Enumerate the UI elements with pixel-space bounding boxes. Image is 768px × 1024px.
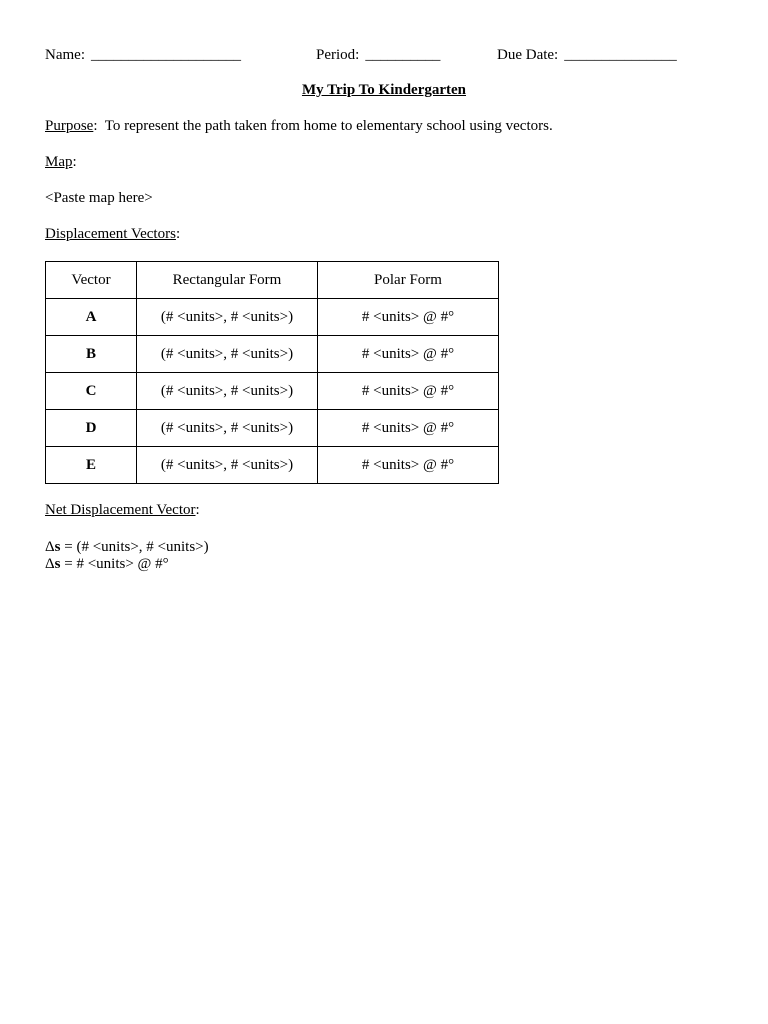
- rectangular-cell[interactable]: (# <units>, # <units>): [137, 336, 318, 373]
- polar-cell[interactable]: # <units> @ #°: [318, 336, 499, 373]
- rectangular-cell[interactable]: (# <units>, # <units>): [137, 299, 318, 336]
- net-polar-line[interactable]: [45, 556, 169, 573]
- displacement-table: [45, 261, 499, 484]
- vector-cell: E: [46, 447, 137, 484]
- polar-cell[interactable]: # <units> @ #°: [318, 447, 499, 484]
- header-fields: [45, 47, 725, 67]
- rectangular-cell[interactable]: (# <units>, # <units>): [137, 410, 318, 447]
- polar-cell[interactable]: # <units> @ #°: [318, 373, 499, 410]
- polar-cell[interactable]: # <units> @ #°: [318, 299, 499, 336]
- due-date-blank[interactable]: _______________: [564, 47, 677, 63]
- delta-symbol: Δ: [45, 556, 55, 572]
- purpose-line: [45, 118, 553, 135]
- period-field[interactable]: [316, 47, 440, 64]
- table-row: [46, 373, 499, 410]
- s-symbol: s: [54, 556, 61, 572]
- map-label: Map: [45, 154, 73, 170]
- column-header-vector: Vector: [46, 262, 137, 299]
- purpose-label: Purpose: [45, 118, 94, 134]
- due-date-field[interactable]: [497, 47, 677, 64]
- table-row: [46, 447, 499, 484]
- due-date-label: Due Date:: [497, 47, 559, 63]
- vector-cell: A: [46, 299, 137, 336]
- table-row: [46, 410, 499, 447]
- name-blank[interactable]: ____________________: [90, 47, 241, 63]
- net-rectangular-value: = (# <units>, # <units>): [60, 539, 209, 555]
- map-placeholder: <Paste map here>: [45, 190, 153, 206]
- polar-cell[interactable]: # <units> @ #°: [318, 410, 499, 447]
- column-header-polar: Polar Form: [318, 262, 499, 299]
- displacement-colon: :: [175, 226, 181, 242]
- rectangular-cell[interactable]: (# <units>, # <units>): [137, 373, 318, 410]
- vector-cell: C: [46, 373, 137, 410]
- vector-cell: B: [46, 336, 137, 373]
- displacement-label: Displacement Vectors: [45, 226, 176, 242]
- map-heading: [45, 154, 77, 171]
- table-header-row: [46, 262, 499, 299]
- page-title: My Trip To Kindergarten: [301, 82, 467, 98]
- net-displacement-label: Net Displacement Vector: [45, 502, 196, 518]
- name-field[interactable]: [45, 47, 241, 64]
- net-rectangular-line[interactable]: [45, 539, 209, 556]
- period-label: Period:: [316, 47, 360, 63]
- net-displacement-heading: [45, 502, 200, 519]
- name-label: Name:: [45, 47, 85, 63]
- vector-cell: D: [46, 410, 137, 447]
- table-row: [46, 336, 499, 373]
- net-displacement-colon: :: [195, 502, 200, 518]
- period-blank[interactable]: __________: [365, 47, 441, 63]
- displacement-heading: [45, 226, 180, 243]
- delta-symbol: Δ: [45, 539, 55, 555]
- map-colon: :: [72, 154, 77, 170]
- rectangular-cell[interactable]: (# <units>, # <units>): [137, 447, 318, 484]
- purpose-text: : To represent the path taken from home to elementary school using vectors.: [93, 118, 553, 134]
- table-row: [46, 299, 499, 336]
- column-header-rectangular: Rectangular Form: [137, 262, 318, 299]
- s-symbol: s: [54, 539, 61, 555]
- net-polar-value: = # <units> @ #°: [60, 556, 169, 572]
